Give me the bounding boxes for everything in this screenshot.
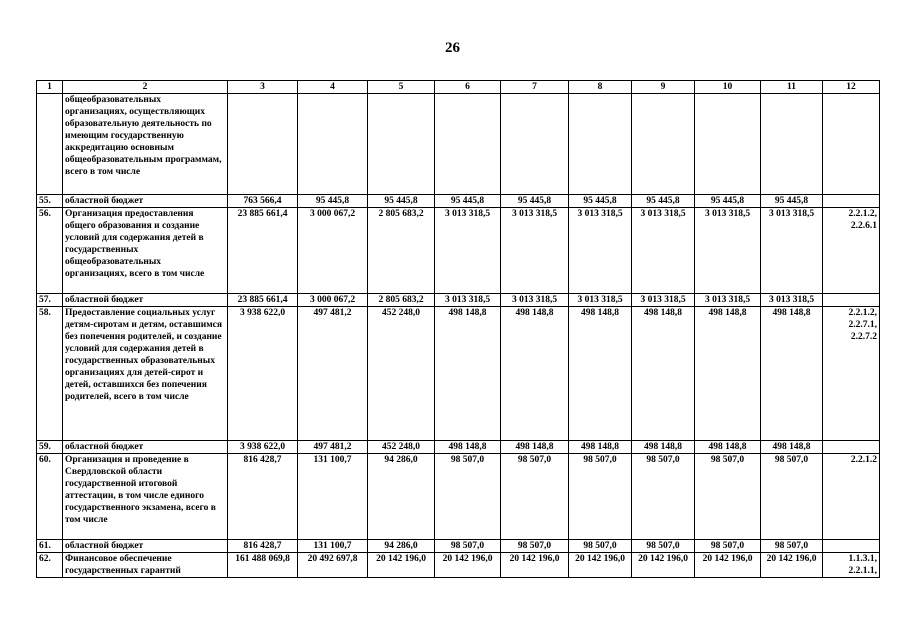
value-cell: 498 148,8	[501, 441, 569, 454]
value-cell: 98 507,0	[435, 454, 501, 540]
row-index: 55.	[37, 195, 63, 208]
column-number-row	[37, 81, 880, 94]
row-name: областной бюджет	[63, 195, 228, 208]
value-cell: 20 142 196,0	[695, 553, 761, 578]
value-cell: 3 013 318,5	[632, 294, 695, 307]
column-header: 1	[37, 81, 63, 94]
value-cell: 2 805 683,2	[368, 294, 435, 307]
value-cell: 763 566,4	[228, 195, 298, 208]
row-index: 58.	[37, 307, 63, 441]
value-cell: 95 445,8	[501, 195, 569, 208]
value-cell: 3 013 318,5	[435, 208, 501, 294]
value-cell: 94 286,0	[368, 540, 435, 553]
value-cell: 98 507,0	[632, 454, 695, 540]
reference-cell	[823, 294, 880, 307]
page-number: 26	[445, 40, 460, 56]
table-row	[37, 454, 880, 540]
row-index: 60.	[37, 454, 63, 540]
value-cell: 498 148,8	[695, 441, 761, 454]
row-name: общеобразовательных организациях, осуществляющих образовательную деятельность по имеющим государственную аккредитацию основным общеобразовательным программам, всего в том числе	[63, 94, 228, 195]
value-cell: 20 142 196,0	[632, 553, 695, 578]
value-cell	[435, 94, 501, 195]
value-cell: 98 507,0	[569, 540, 632, 553]
value-cell: 498 148,8	[632, 441, 695, 454]
value-cell: 161 488 069,8	[228, 553, 298, 578]
value-cell: 98 507,0	[695, 540, 761, 553]
table-row	[37, 441, 880, 454]
value-cell: 98 507,0	[761, 454, 823, 540]
value-cell: 452 248,0	[368, 307, 435, 441]
value-cell: 498 148,8	[695, 307, 761, 441]
value-cell: 497 481,2	[298, 441, 368, 454]
value-cell: 3 013 318,5	[435, 294, 501, 307]
value-cell: 23 885 661,4	[228, 208, 298, 294]
value-cell: 3 013 318,5	[632, 208, 695, 294]
column-header: 8	[569, 81, 632, 94]
value-cell: 3 000 067,2	[298, 208, 368, 294]
value-cell	[632, 94, 695, 195]
reference-cell: 2.2.1.2	[823, 454, 880, 540]
value-cell	[761, 94, 823, 195]
column-header: 7	[501, 81, 569, 94]
value-cell: 3 013 318,5	[569, 208, 632, 294]
value-cell: 131 100,7	[298, 454, 368, 540]
value-cell: 20 142 196,0	[368, 553, 435, 578]
value-cell: 816 428,7	[228, 540, 298, 553]
value-cell: 3 013 318,5	[695, 208, 761, 294]
value-cell: 95 445,8	[298, 195, 368, 208]
value-cell: 498 148,8	[569, 307, 632, 441]
column-header: 5	[368, 81, 435, 94]
row-name: Финансовое обеспечение государственных гарантий	[63, 553, 228, 578]
row-name: областной бюджет	[63, 294, 228, 307]
value-cell: 498 148,8	[435, 441, 501, 454]
value-cell: 95 445,8	[761, 195, 823, 208]
column-header: 2	[63, 81, 228, 94]
column-header: 10	[695, 81, 761, 94]
column-header: 4	[298, 81, 368, 94]
reference-cell: 2.2.1.2, 2.2.7.1, 2.2.7.2	[823, 307, 880, 441]
value-cell: 816 428,7	[228, 454, 298, 540]
value-cell: 3 938 622,0	[228, 307, 298, 441]
table-row	[37, 540, 880, 553]
value-cell: 498 148,8	[435, 307, 501, 441]
value-cell: 498 148,8	[761, 441, 823, 454]
row-index: 57.	[37, 294, 63, 307]
value-cell: 2 805 683,2	[368, 208, 435, 294]
value-cell: 98 507,0	[501, 454, 569, 540]
value-cell: 95 445,8	[368, 195, 435, 208]
table-row	[37, 195, 880, 208]
value-cell: 3 013 318,5	[761, 294, 823, 307]
column-header: 12	[823, 81, 880, 94]
value-cell: 3 013 318,5	[761, 208, 823, 294]
row-index: 62.	[37, 553, 63, 578]
table-row	[37, 208, 880, 294]
column-header: 6	[435, 81, 501, 94]
column-header: 11	[761, 81, 823, 94]
value-cell: 95 445,8	[569, 195, 632, 208]
value-cell: 98 507,0	[435, 540, 501, 553]
value-cell: 20 492 697,8	[298, 553, 368, 578]
value-cell: 3 013 318,5	[501, 294, 569, 307]
budget-table	[36, 80, 880, 578]
row-index: 56.	[37, 208, 63, 294]
row-index: 61.	[37, 540, 63, 553]
value-cell: 3 013 318,5	[569, 294, 632, 307]
reference-cell	[823, 94, 880, 195]
column-header: 3	[228, 81, 298, 94]
value-cell: 498 148,8	[632, 307, 695, 441]
value-cell: 497 481,2	[298, 307, 368, 441]
value-cell: 3 013 318,5	[695, 294, 761, 307]
value-cell: 452 248,0	[368, 441, 435, 454]
value-cell: 98 507,0	[761, 540, 823, 553]
value-cell: 20 142 196,0	[761, 553, 823, 578]
value-cell: 98 507,0	[695, 454, 761, 540]
value-cell	[368, 94, 435, 195]
value-cell: 20 142 196,0	[569, 553, 632, 578]
value-cell	[298, 94, 368, 195]
value-cell	[695, 94, 761, 195]
value-cell: 98 507,0	[501, 540, 569, 553]
value-cell	[228, 94, 298, 195]
value-cell: 23 885 661,4	[228, 294, 298, 307]
value-cell: 95 445,8	[435, 195, 501, 208]
value-cell	[569, 94, 632, 195]
value-cell: 94 286,0	[368, 454, 435, 540]
row-index	[37, 94, 63, 195]
row-name: областной бюджет	[63, 441, 228, 454]
reference-cell	[823, 441, 880, 454]
reference-cell	[823, 540, 880, 553]
reference-cell	[823, 195, 880, 208]
reference-cell: 1.1.3.1, 2.2.1.1,	[823, 553, 880, 578]
value-cell: 498 148,8	[761, 307, 823, 441]
value-cell: 98 507,0	[632, 540, 695, 553]
reference-cell: 2.2.1.2, 2.2.6.1	[823, 208, 880, 294]
value-cell: 3 013 318,5	[501, 208, 569, 294]
row-name: Организация и проведение в Свердловской области государственной итоговой аттестации, в том числе единого государственного экзамена, всего в том числе	[63, 454, 228, 540]
row-name: Предоставление социальных услуг детям-сиротам и детям, оставшимся без попечения родителей, и создание условий для содержания детей в государственных образовательных организациях для детей-сирот и детей, оставшихся без попечения родителей, всего в том числе	[63, 307, 228, 441]
value-cell: 20 142 196,0	[435, 553, 501, 578]
table-row	[37, 307, 880, 441]
table-row	[37, 294, 880, 307]
value-cell	[501, 94, 569, 195]
value-cell: 131 100,7	[298, 540, 368, 553]
value-cell: 20 142 196,0	[501, 553, 569, 578]
value-cell: 3 000 067,2	[298, 294, 368, 307]
table-row	[37, 553, 880, 578]
table-row	[37, 94, 880, 195]
value-cell: 98 507,0	[569, 454, 632, 540]
row-index: 59.	[37, 441, 63, 454]
value-cell: 95 445,8	[632, 195, 695, 208]
row-name: Организация предоставления общего образования и создание условий для содержания детей в государственных общеобразовательных организациях, всего в том числе	[63, 208, 228, 294]
value-cell: 498 148,8	[501, 307, 569, 441]
value-cell: 3 938 622,0	[228, 441, 298, 454]
value-cell: 95 445,8	[695, 195, 761, 208]
row-name: областной бюджет	[63, 540, 228, 553]
column-header: 9	[632, 81, 695, 94]
value-cell: 498 148,8	[569, 441, 632, 454]
